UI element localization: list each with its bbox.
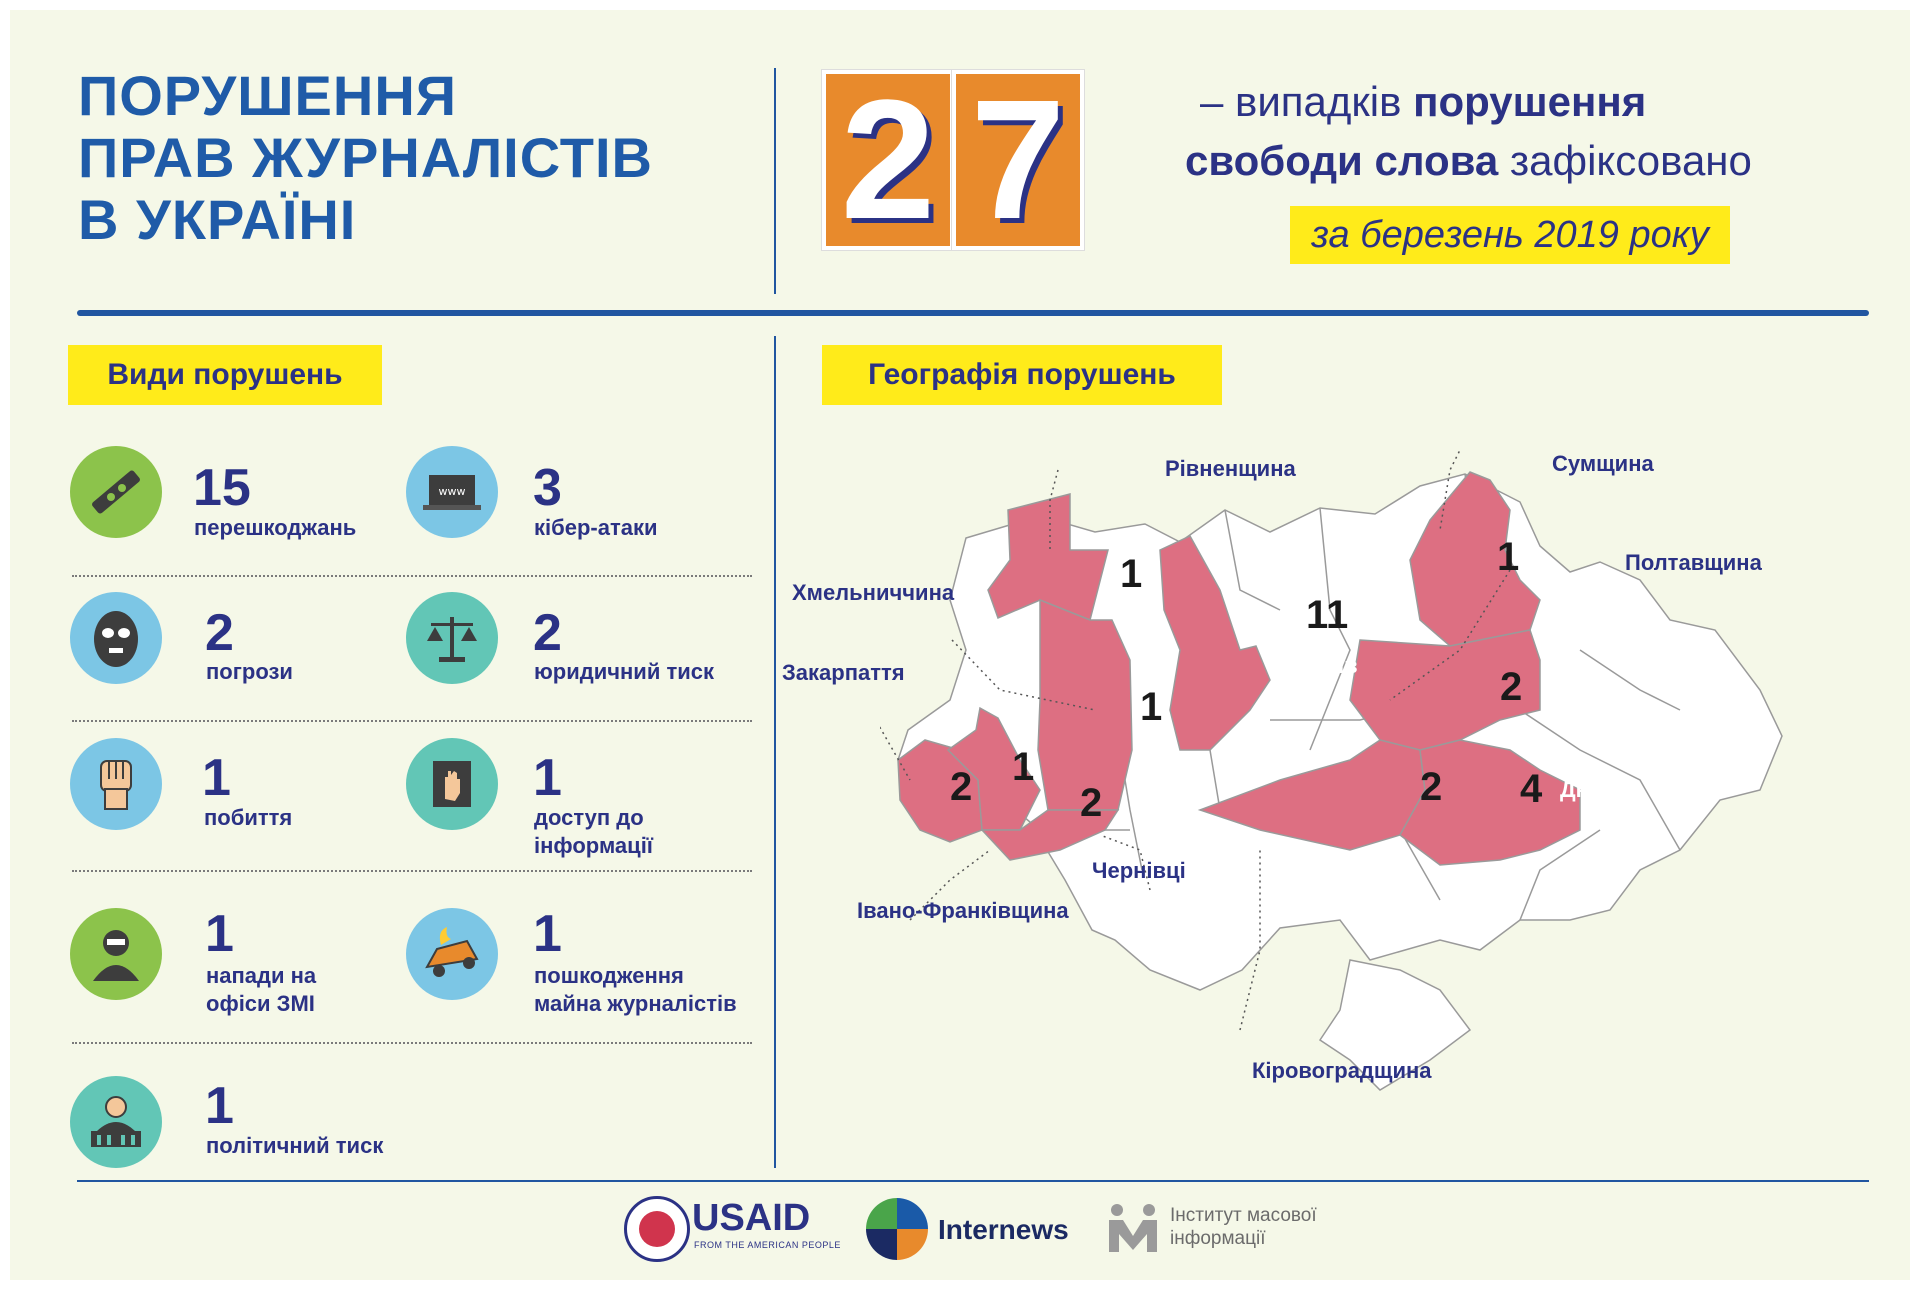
violation-count-1: 15 (193, 459, 251, 517)
map-value-lviv: 1 (1012, 745, 1035, 789)
headline-fixed-text: зафіксовано (1509, 137, 1752, 184)
headline-period: за березень 2019 року (1290, 206, 1730, 264)
title-line-3: В УКРАЇНІ (78, 188, 357, 251)
scales-icon (417, 603, 487, 673)
map-city-kyiv: Київ (1311, 653, 1358, 678)
map-value-chernivtsi: 2 (1080, 781, 1103, 825)
violation-label-6a: доступ до (534, 805, 644, 830)
violation-count-7: 1 (205, 905, 234, 963)
label-poltava: Полтавщина (1625, 550, 1762, 575)
violation-icon-6 (406, 738, 498, 830)
map-value-zakarpattia: 2 (950, 765, 973, 809)
violation-count-8: 1 (533, 905, 562, 963)
row-separator-4 (72, 1042, 752, 1044)
big-digit-1: 2 (822, 70, 954, 250)
map-value-kirovohrad: 2 (1420, 765, 1443, 809)
infographic-canvas (10, 10, 1910, 1280)
camera-strap-icon (81, 457, 151, 527)
hand-stop-icon (417, 749, 487, 819)
region-khmelnytskyi (1038, 600, 1132, 810)
page-title (78, 65, 718, 251)
violation-count-2: 3 (533, 459, 562, 517)
headline-line-2 (1185, 137, 1752, 185)
label-rivne: Рівненщина (1165, 456, 1296, 481)
row-separator-2 (72, 720, 752, 722)
internews-logo-icon (866, 1198, 928, 1260)
imi-logo-text (1170, 1204, 1317, 1250)
mask-icon (81, 603, 151, 673)
title-line-2: ПРАВ ЖУРНАЛІСТІВ (78, 126, 653, 189)
imi-line-2: інформації (1170, 1228, 1266, 1249)
usaid-logo-text: USAID (692, 1197, 811, 1239)
map-value-sumy: 1 (1497, 535, 1520, 579)
politician-icon (81, 1087, 151, 1157)
violation-icon-8 (406, 908, 498, 1000)
map-value-rivne: 1 (1120, 552, 1143, 596)
violation-label-6b: інформації (534, 833, 653, 858)
headline-bold-violation: порушення (1413, 78, 1647, 125)
label-sumy: Сумщина (1552, 451, 1654, 476)
violation-label-1: перешкоджань (194, 515, 357, 540)
attacker-icon (81, 919, 151, 989)
label-ivano: Івано-Франківщина (857, 898, 1069, 923)
middle-vertical-divider (774, 336, 776, 1168)
violation-icon-1 (70, 446, 162, 538)
map-value-dnipro: 4 (1520, 767, 1543, 811)
headline-dash-text: – випадків (1200, 78, 1402, 125)
row-separator-1 (72, 575, 752, 577)
violation-count-5: 1 (202, 749, 231, 807)
violation-icon-7 (70, 908, 162, 1000)
big-digit-2: 7 (952, 70, 1084, 250)
label-chernivtsi: Чернівці (1092, 858, 1186, 883)
fist-icon (81, 749, 151, 819)
geo-heading: Географія порушень (822, 345, 1222, 405)
violation-label-7a: напади на (206, 963, 317, 988)
violation-icon-3 (70, 592, 162, 684)
violation-label-8b: майна журналістів (534, 991, 737, 1016)
burning-car-icon (417, 919, 487, 989)
label-khmelnytskyi: Хмельниччина (792, 580, 955, 605)
types-heading: Види порушень (68, 345, 382, 405)
violation-icon-2 (406, 446, 498, 538)
violation-label-3: погрози (206, 659, 293, 684)
internews-logo-text: Internews (938, 1214, 1069, 1245)
violation-label-9: політичний тиск (206, 1133, 384, 1158)
violation-label-7b: офіси ЗМІ (206, 991, 315, 1016)
violation-count-9: 1 (205, 1077, 234, 1135)
headline-line-1 (1200, 78, 1646, 126)
usaid-seal-icon (624, 1196, 690, 1262)
label-zakarpattia: Закарпаття (782, 660, 905, 685)
violation-icon-9 (70, 1076, 162, 1168)
footer-divider (77, 1180, 1869, 1182)
violation-label-2: кібер-атаки (534, 515, 658, 540)
violation-label-5: побиття (204, 805, 293, 830)
title-line-1: ПОРУШЕННЯ (78, 64, 458, 127)
horizontal-divider (77, 310, 1869, 316)
violation-icon-4 (406, 592, 498, 684)
violation-count-6: 1 (533, 749, 562, 807)
map-value-khmelnytskyi: 1 (1140, 685, 1163, 729)
imi-logo-icon (1105, 1202, 1161, 1259)
map-city-dnipro: Дніпро (1560, 777, 1636, 802)
headline-bold-freedom: свободи слова (1185, 137, 1499, 184)
label-kirovohrad: Кіровоградщина (1252, 1058, 1432, 1083)
violation-label-8a: пошкодження (534, 963, 684, 988)
violation-count-4: 2 (533, 604, 562, 662)
violation-icon-5 (70, 738, 162, 830)
violation-label-4: юридичний тиск (534, 659, 715, 684)
map-value-kyiv: 11 (1306, 593, 1349, 637)
usaid-tagline: FROM THE AMERICAN PEOPLE (694, 1240, 841, 1250)
map-value-poltava: 2 (1500, 665, 1523, 709)
svg-text:www: www (438, 485, 466, 498)
violation-count-3: 2 (205, 604, 234, 662)
imi-line-1: Інститут масової (1170, 1205, 1317, 1226)
row-separator-3 (72, 870, 752, 872)
top-vertical-divider (774, 68, 776, 294)
www-laptop-icon (417, 457, 487, 527)
